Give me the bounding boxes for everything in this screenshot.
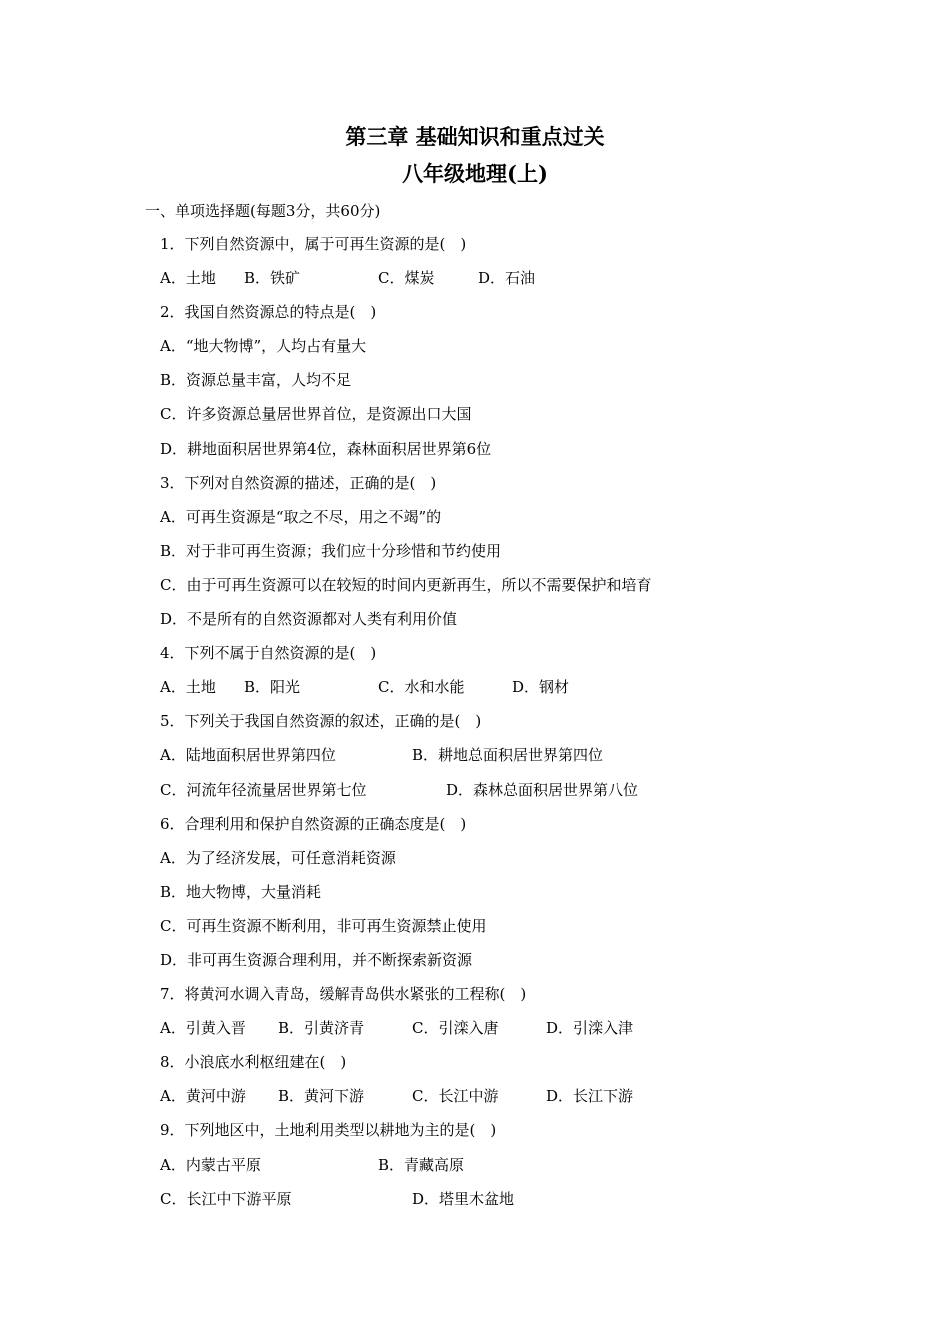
document-subtitle: 八年级地理(上) — [402, 161, 548, 186]
section-heading: 一、单项选择题(每题3分，共60分) — [145, 202, 381, 220]
option-row — [160, 743, 880, 777]
question-stem: 3．下列对自然资源的描述，正确的是( ) — [160, 473, 437, 492]
option-row — [160, 1187, 880, 1221]
question-stem: 1．下列自然资源中，属于可再生资源的是( ) — [160, 235, 467, 253]
option: A．为了经济发展，可任意消耗资源 — [160, 848, 396, 867]
question-stem: 7．将黄河水调入青岛，缓解青岛供水紧张的工程称( ) — [160, 985, 527, 1004]
option: B．引黄济青 — [278, 1019, 365, 1038]
option: C．煤炭 — [378, 269, 435, 288]
document-title: 第三章 基础知识和重点过关 — [345, 124, 605, 149]
question-stem: 5．下列关于我国自然资源的叙述，正确的是( ) — [160, 712, 482, 731]
option-row — [160, 1153, 880, 1187]
option: C．水和水能 — [378, 678, 465, 697]
option: A．黄河中游 — [160, 1087, 246, 1106]
option: D．石油 — [478, 269, 536, 288]
option: A．可再生资源是“取之不尽，用之不竭”的 — [160, 507, 442, 526]
option: D．森林总面积居世界第八位 — [446, 780, 639, 799]
option: B．阳光 — [244, 678, 301, 697]
option: B．耕地总面积居世界第四位 — [412, 746, 604, 765]
option: C．许多资源总量居世界首位，是资源出口大国 — [160, 405, 472, 424]
option: C．长江中下游平原 — [160, 1189, 292, 1208]
option: B．铁矿 — [244, 269, 301, 288]
question-stem: 9．下列地区中，土地利用类型以耕地为主的是( ) — [160, 1121, 497, 1140]
option: A．内蒙古平原 — [160, 1155, 261, 1174]
option: A．土地 — [160, 269, 216, 288]
option-row — [160, 266, 880, 300]
option: D．不是所有的自然资源都对人类有利用价值 — [160, 610, 458, 629]
option: B．对于非可再生资源；我们应十分珍惜和节约使用 — [160, 541, 502, 560]
option: B．资源总量丰富，人均不足 — [160, 371, 352, 390]
option-row — [160, 1084, 880, 1118]
option: D．钢材 — [512, 678, 570, 697]
question-stem: 2．我国自然资源总的特点是( ) — [160, 303, 377, 322]
option: D．非可再生资源合理利用，并不断探索新资源 — [160, 950, 473, 969]
option: D．耕地面积居世界第4位，森林面积居世界第6位 — [160, 439, 492, 458]
option: A．陆地面积居世界第四位 — [160, 746, 336, 765]
option-row — [160, 675, 880, 709]
option: A．“地大物博”，人均占有量大 — [160, 337, 367, 356]
option-row — [160, 1016, 880, 1050]
option: D．引滦入津 — [546, 1019, 634, 1038]
option: D．长江下游 — [546, 1087, 634, 1106]
question-stem: 8．小浪底水利枢纽建在( ) — [160, 1053, 347, 1072]
option: B．黄河下游 — [278, 1087, 365, 1106]
question-stem: 4．下列不属于自然资源的是( ) — [160, 644, 377, 663]
option: C．河流年径流量居世界第七位 — [160, 780, 367, 799]
question-list — [160, 232, 880, 1221]
option-row — [160, 778, 880, 812]
option: B．青藏高原 — [378, 1155, 465, 1174]
option: D．塔里木盆地 — [412, 1189, 515, 1208]
option: C．可再生资源不断利用，非可再生资源禁止使用 — [160, 916, 487, 935]
option: A．土地 — [160, 678, 216, 697]
option: B．地大物博，大量消耗 — [160, 882, 322, 901]
question-stem: 6．合理利用和保护自然资源的正确态度是( ) — [160, 814, 467, 833]
option: C．引滦入唐 — [412, 1019, 499, 1038]
option: C．由于可再生资源可以在较短的时间内更新再生，所以不需要保护和培育 — [160, 575, 652, 594]
option: C．长江中游 — [412, 1087, 499, 1106]
option: A．引黄入晋 — [160, 1019, 246, 1038]
